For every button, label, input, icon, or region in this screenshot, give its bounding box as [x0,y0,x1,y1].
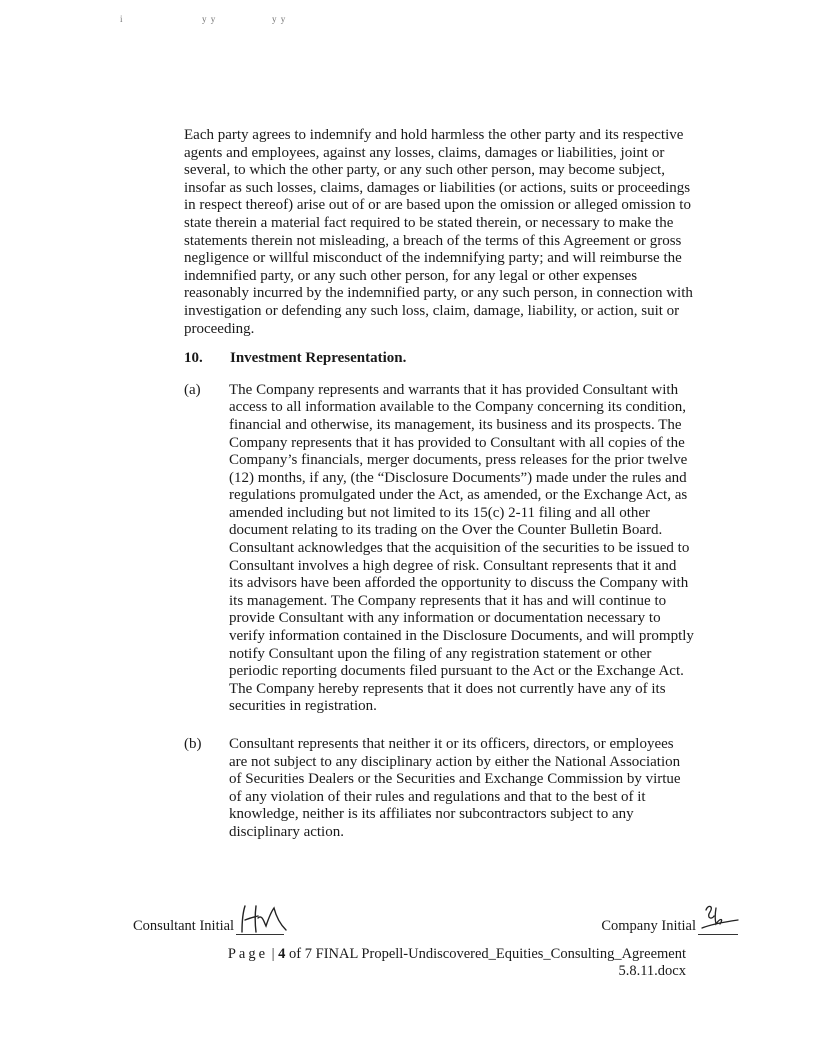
company-initial-block [601,904,738,935]
footer-page-number: 4 [278,946,286,962]
footer-separator: | [271,946,275,962]
clause-text: The Company represents and warrants that it has provided Consultant with access to all information available to the Company concerning its condition, financial and otherwise, its management, its business and its prospects. The Company represents that it has provided to Consultant with all copies of the Company’s financials, merger documents, press releases for the prior twelve (12) months, if any, (the “Disclosure Documents”) made under the rules and regulations promulgated under the Act, as amended, or the Exchange Act, as amended including but not limited to its 15(c) 2-11 filing and all other document relating to its trading on the Over the Counter Bulletin Board. Consultant acknowledges that the acquisition of the securities to be issued to Consultant involves a high degree of risk. Consultant represents that it and its advisors have been afforded the opportunity to discuss the Company with its management. The Company represents that it has and will continue to provide Consultant with any information or documentation necessary to verify information contained in the Disclosure Documents, and will promptly notify Consultant upon the filing of any registration statement or other periodic reporting documents filed pursuant to the Act or the Exchange Act. The Company hereby represents that it does not currently have any of its securities in registration. [229,381,694,715]
clause-a [184,382,694,716]
footer-line-2: 5.8.11.docx [618,963,686,979]
page-footer [200,946,686,980]
consultant-initial-label: Consultant Initial [133,918,235,934]
scan-mark: y y [202,14,217,24]
company-initial-signature [698,904,738,935]
section-heading [184,350,694,368]
section-title: Investment Representation. [230,350,407,367]
clause-b [184,736,694,842]
handwritten-initials-icon [698,902,742,936]
scan-mark: y y [272,14,287,24]
handwritten-initials-icon [236,902,292,936]
footer-line-1 [200,946,686,963]
footer-page-word: Page [227,946,269,962]
document-body [184,127,694,842]
initials-row [133,905,738,941]
indemnification-paragraph: Each party agrees to indemnify and hold harmless the other party and its respective agents and employees, against any losses, claims, damages or liabilities, joint or several, to which the other party, or any such other person, may become subject, insofar as such losses, claims, damages or liabilities (or actions, suits or proceedings in respect thereof) arise out of or are based upon the omission or alleged omission to state therein a material fact required to be stated therein, or necessary to make the statements therein not misleading, a breach of the terms of this Agreement or gross negligence or willful misconduct of the indemnifying party; and will reimburse the indemnified party, or any such other person, for any legal or other expenses reasonably incurred by the indemnified party, or any such person, in connection with investigation or defending any such loss, claim, damage, liability, or action, suit or proceeding. [184,127,693,337]
company-initial-label: Company Initial [601,918,696,934]
clause-text: Consultant represents that neither it or its officers, directors, or employees are not subject to any disciplinary action by either the National Association of Securities Dealers or the Securities and Exchange Commission by virtue of any violation of their rules and regulations and that to the best of it knowledge, neither is its affiliates nor subcontractors subject to any disciplinary action. [229,736,681,840]
clause-label: (a) [184,381,201,398]
scan-mark: i [120,14,124,24]
footer-page-total: of 7 [289,946,313,962]
consultant-initial-signature [236,904,284,935]
section-number: 10. [184,350,203,367]
clause-label: (b) [184,736,202,752]
consultant-initial-block [133,904,284,935]
footer-filename: FINAL Propell-Undiscovered_Equities_Consulting_Agreement [315,946,686,962]
